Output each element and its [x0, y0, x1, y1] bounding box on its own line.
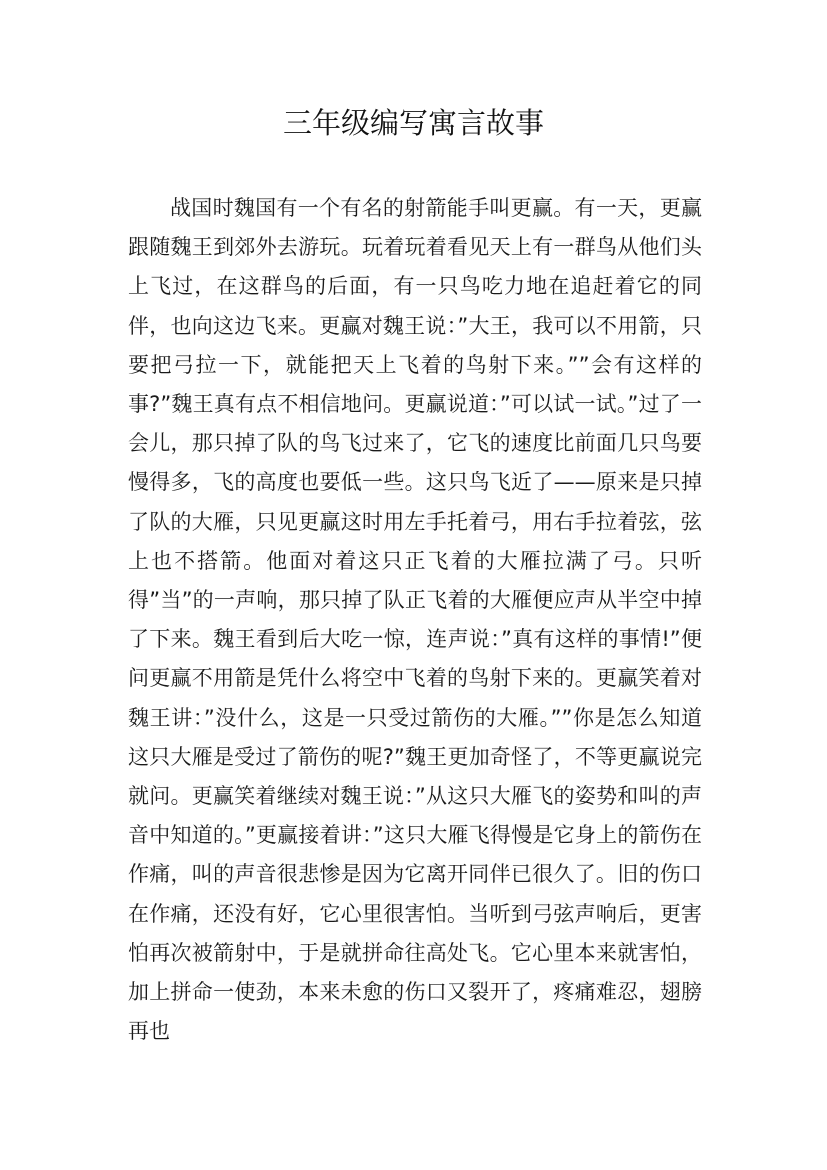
document-title: 三年级编写寓言故事 [282, 106, 544, 140]
story-paragraph: 战国时魏国有一个有名的射箭能手叫更赢。有一天，更赢跟随魏王到郊外去游玩。玩着玩着看见天上有一群鸟从他们头上飞过，在这群鸟的后面，有一只鸟吃力地在追赶着它的同伴，也向这边飞来。更赢对魏王说：”大王，我可以不用箭，只要把弓拉一下，就能把天上飞着的鸟射下来。””会有这样的事?”魏王真有点不相信地问。更赢说道：”可以试一试。”过了一会儿，那只掉了队的鸟飞过来了，它飞的速度比前面几只鸟要慢得多，飞的高度也要低一些。这只鸟飞近了——原来是只掉了队的大雁，只见更赢这时用左手托着弓，用右手拉着弦，弦上也不搭箭。他面对着这只正飞着的大雁拉满了弓。只听得”当”的一声响，那只掉了队正飞着的大雁便应声从半空中掉了下来。魏王看到后大吃一惊，连声说：”真有这样的事情!”便问更赢不用箭是凭什么将空中飞着的鸟射下来的。更赢笑着对魏王讲：”没什么，这是一只受过箭伤的大雁。””你是怎么知道这只大雁是受过了箭伤的呢?”魏王更加奇怪了，不等更赢说完就问。更赢笑着继续对魏王说：”从这只大雁飞的姿势和叫的声音中知道的。”更赢接着讲：”这只大雁飞得慢是它身上的箭伤在作痛，叫的声音很悲惨是因为它离开同伴已很久了。旧的伤口在作痛，还没有好，它心里很害怕。当听到弓弦声响后，更害怕再次被箭射中，于是就拼命往高处飞。它心里本来就害怕，加上拼命一使劲，本来未愈的伤口又裂开了，疼痛难忍，翅膀再也 [128, 196, 702, 1044]
